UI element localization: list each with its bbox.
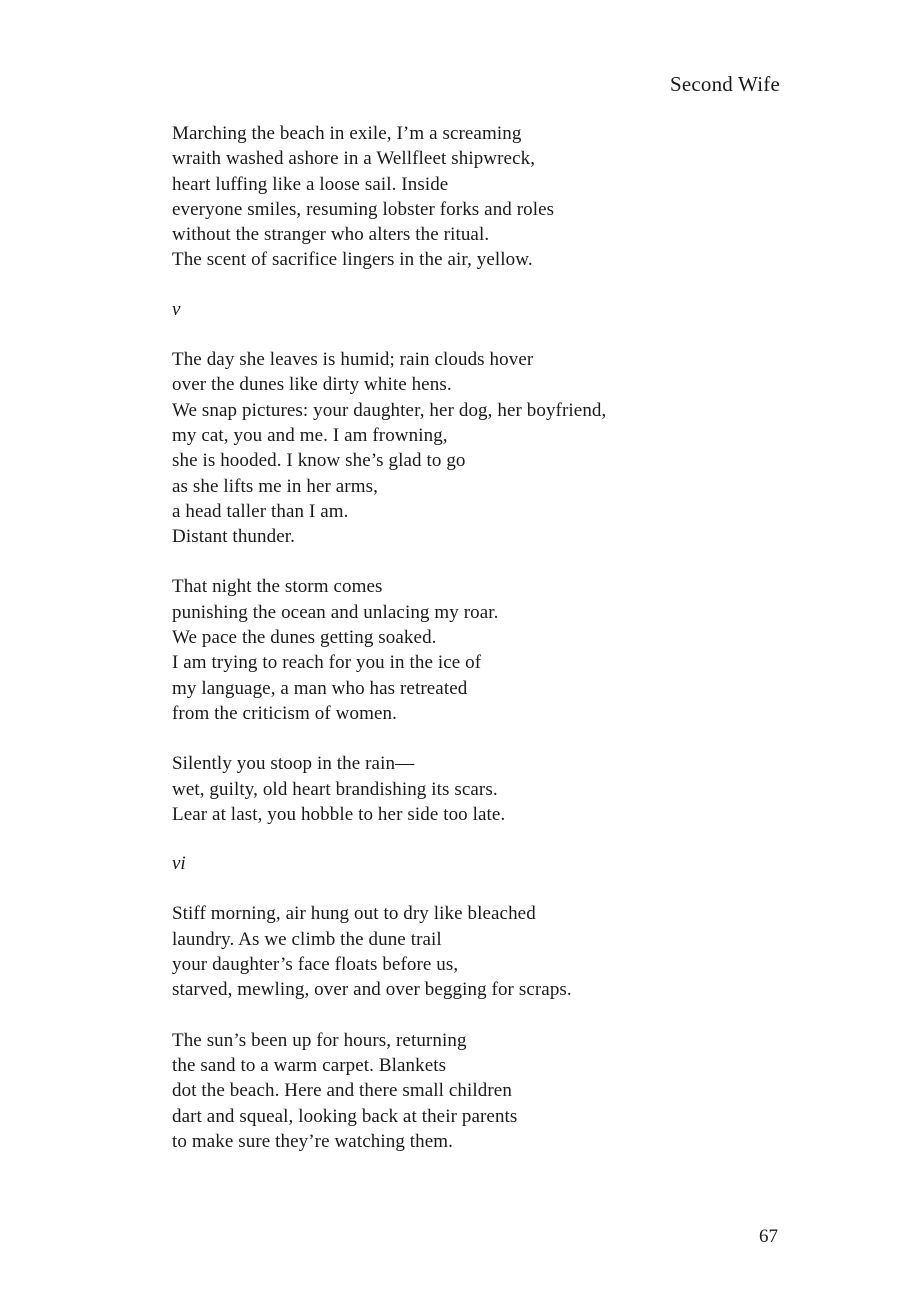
poem-line: starved, mewling, over and over begging for scraps. [172, 979, 572, 1001]
poem-line: The scent of sacrifice lingers in the air, yellow. [172, 249, 533, 271]
poem-line: punishing the ocean and unlacing my roar. [172, 601, 499, 623]
running-head-title: Second Wife [669, 72, 780, 96]
poem-line: my cat, you and me. I am frowning, [172, 424, 448, 446]
page-number: 67 [759, 1226, 778, 1247]
poem-line: wraith washed ashore in a Wellfleet shipwreck, [172, 148, 536, 170]
poem-line: I am trying to reach for you in the ice of [172, 652, 482, 674]
poem-line: everyone smiles, resuming lobster forks and roles [172, 198, 555, 220]
poem-body [172, 121, 792, 1154]
poem-line: to make sure they’re watching them. [172, 1130, 454, 1152]
poem-line: without the stranger who alters the ritual. [172, 224, 490, 246]
poem-line: Stiff morning, air hung out to dry like bleached [172, 903, 536, 925]
poem-line: laundry. As we climb the dune trail [172, 928, 442, 950]
poem-line: she is hooded. I know she’s glad to go [172, 450, 466, 472]
poem-line: the sand to a warm carpet. Blankets [172, 1054, 447, 1076]
poem-line: your daughter’s face floats before us, [172, 954, 459, 976]
poem-line: The sun’s been up for hours, returning [172, 1029, 467, 1051]
section-marker-v: v [172, 298, 181, 320]
poem-line: Distant thunder. [172, 526, 295, 548]
stanza-4 [172, 751, 792, 827]
poem-line: heart luffing like a loose sail. Inside [172, 173, 449, 195]
poem-line: Marching the beach in exile, I’m a screaming [172, 123, 522, 144]
stanza-6 [172, 1028, 792, 1154]
section-marker-vi: vi [172, 853, 186, 875]
stanza-2 [172, 347, 792, 549]
poem-line: The day she leaves is humid; rain clouds hover [172, 349, 534, 371]
poem-line: from the criticism of women. [172, 702, 397, 724]
poem-line: dot the beach. Here and there small children [172, 1080, 512, 1102]
poem-line: dart and squeal, looking back at their parents [172, 1105, 518, 1127]
stanza-1 [172, 121, 792, 273]
poem-line: Silently you stoop in the rain— [172, 753, 415, 775]
stanza-3 [172, 574, 792, 726]
poem-line: That night the storm comes [172, 576, 383, 598]
poem-line: a head taller than I am. [172, 500, 349, 522]
poem-line: We pace the dunes getting soaked. [172, 627, 437, 649]
poem-line: Lear at last, you hobble to her side too late. [172, 803, 506, 825]
poem-line: my language, a man who has retreated [172, 677, 468, 699]
poem-line: as she lifts me in her arms, [172, 475, 378, 497]
poem-line: We snap pictures: your daughter, her dog, her boyfriend, [172, 399, 607, 421]
poem-line: over the dunes like dirty white hens. [172, 374, 452, 396]
poem-line: wet, guilty, old heart brandishing its scars. [172, 778, 498, 800]
stanza-5 [172, 901, 792, 1002]
